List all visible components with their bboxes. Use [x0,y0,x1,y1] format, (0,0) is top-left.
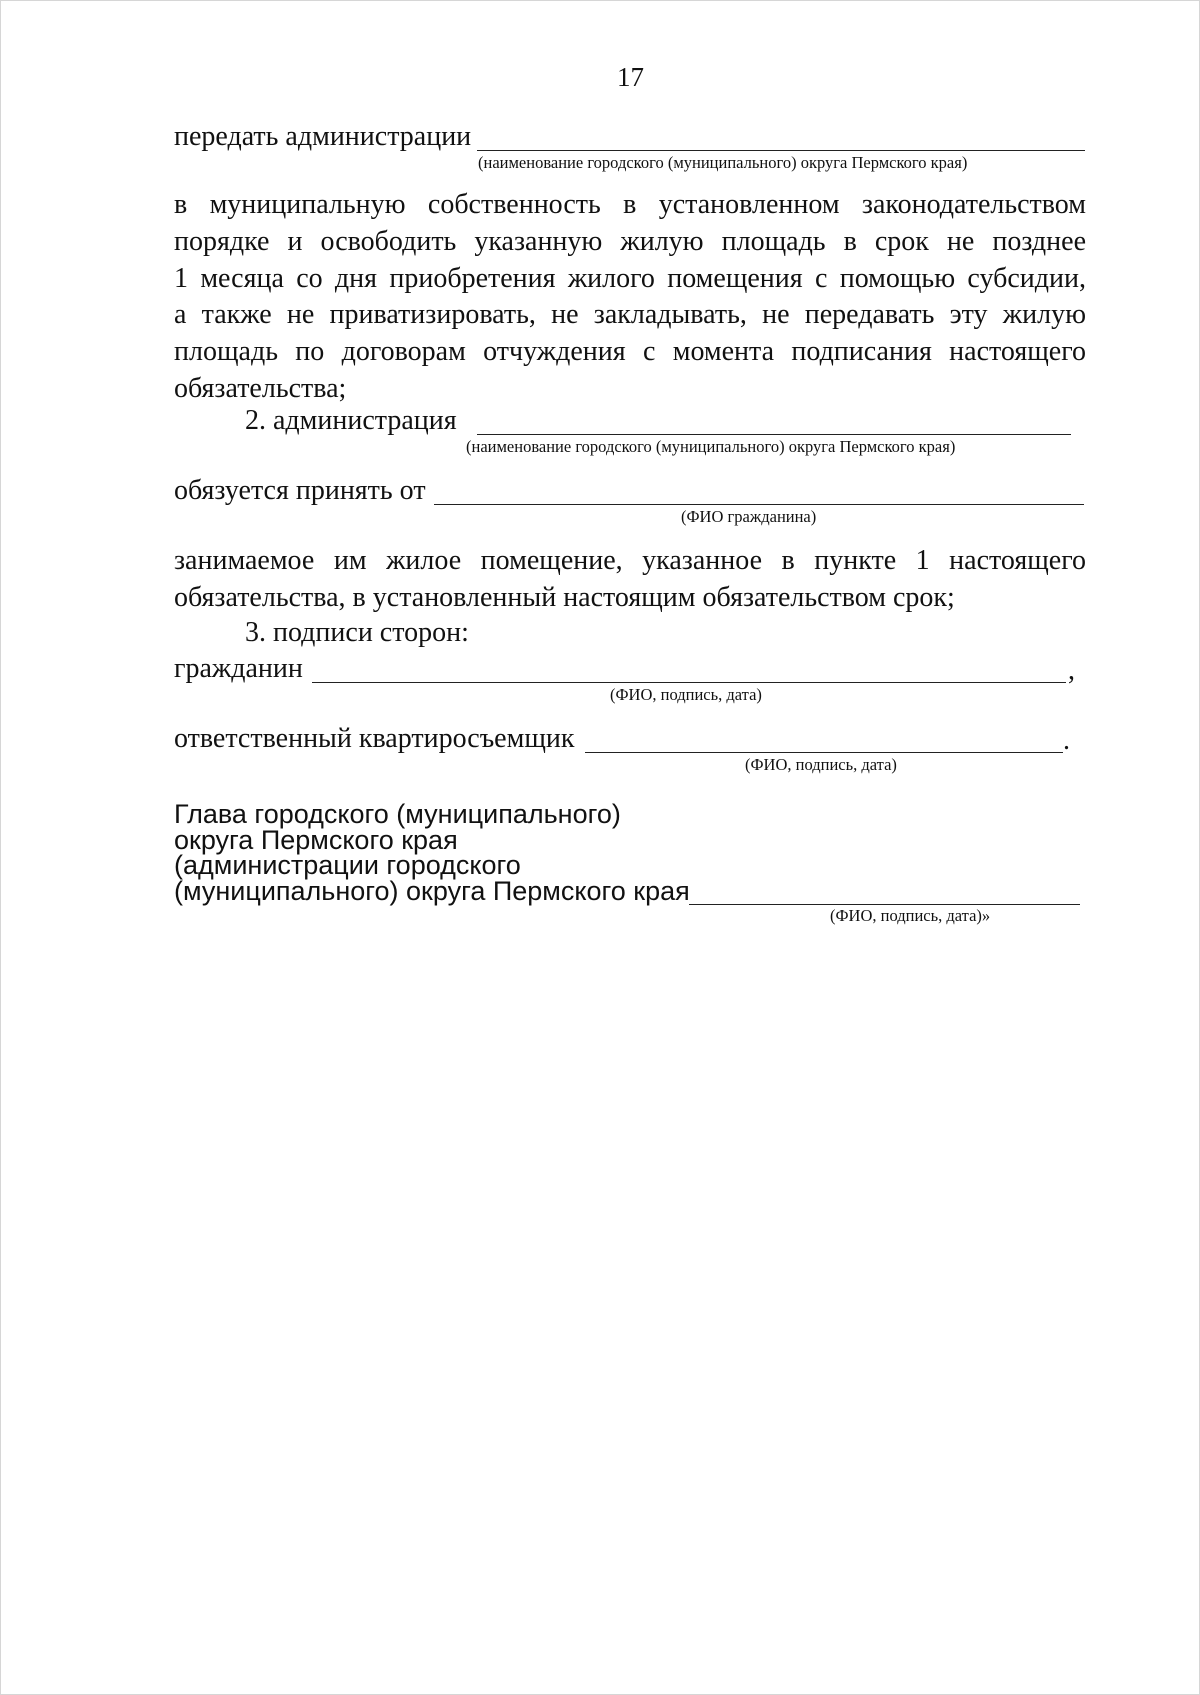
item-3-lead: 3. подписи сторон: [245,617,469,648]
paragraph-1-line: в муниципальную собственность в установленном законодательством [174,189,1086,220]
tenant-trail: . [1063,725,1070,756]
item-2-caption: (наименование городского (муниципального) округа Пермского края) [466,437,956,456]
transfer-fill-line [477,150,1085,151]
tenant-fill-line [585,752,1063,753]
head-caption: (ФИО, подпись, дата)» [830,906,991,925]
page-number: 17 [617,62,644,92]
head-title-line: Глава городского (муниципального) [174,799,621,829]
citizen-fill-line [312,682,1066,683]
citizen-lead: гражданин [174,653,303,684]
paragraph-1-line: порядке и освободить указанную жилую площадь в срок не позднее [174,225,1086,257]
head-signature-block [174,799,690,906]
item-2-lead: 2. администрация [245,405,457,436]
tenant-lead: ответственный квартиросъемщик [174,723,575,754]
paragraph-1-line: а также не приватизировать, не закладывать, не передавать эту жилую [174,299,1086,331]
head-title-line: округа Пермского края [174,824,458,855]
head-title-line: (администрации городского [174,850,521,880]
accept-fill-line [434,504,1084,505]
paragraph-2-line: занимаемое им жилое помещение, указанное в пункте 1 настоящего [174,545,1086,576]
citizen-trail: , [1068,655,1075,686]
paragraph-2-line: обязательства, в установленный настоящим обязательством срок; [174,581,955,613]
head-title-line: (муниципального) округа Пермского края [174,875,690,906]
transfer-lead: передать администрации [174,121,472,152]
tenant-caption: (ФИО, подпись, дата) [745,755,897,774]
head-fill-line [689,904,1080,905]
accept-lead: обязуется принять от [174,475,426,506]
item-2-fill-line [477,434,1071,435]
transfer-caption: (наименование городского (муниципального) округа Пермского края) [478,153,968,172]
accept-caption: (ФИО гражданина) [681,507,817,526]
paragraph-1 [174,187,1086,408]
paragraph-2 [174,543,1086,617]
paragraph-1-line: обязательства; [174,372,347,404]
citizen-caption: (ФИО, подпись, дата) [610,685,762,704]
paragraph-1-line: площадь по договорам отчуждения с момента подписания настоящего [174,336,1086,368]
paragraph-1-line: 1 месяца со дня приобретения жилого помещения с помощью субсидии, [174,262,1086,294]
